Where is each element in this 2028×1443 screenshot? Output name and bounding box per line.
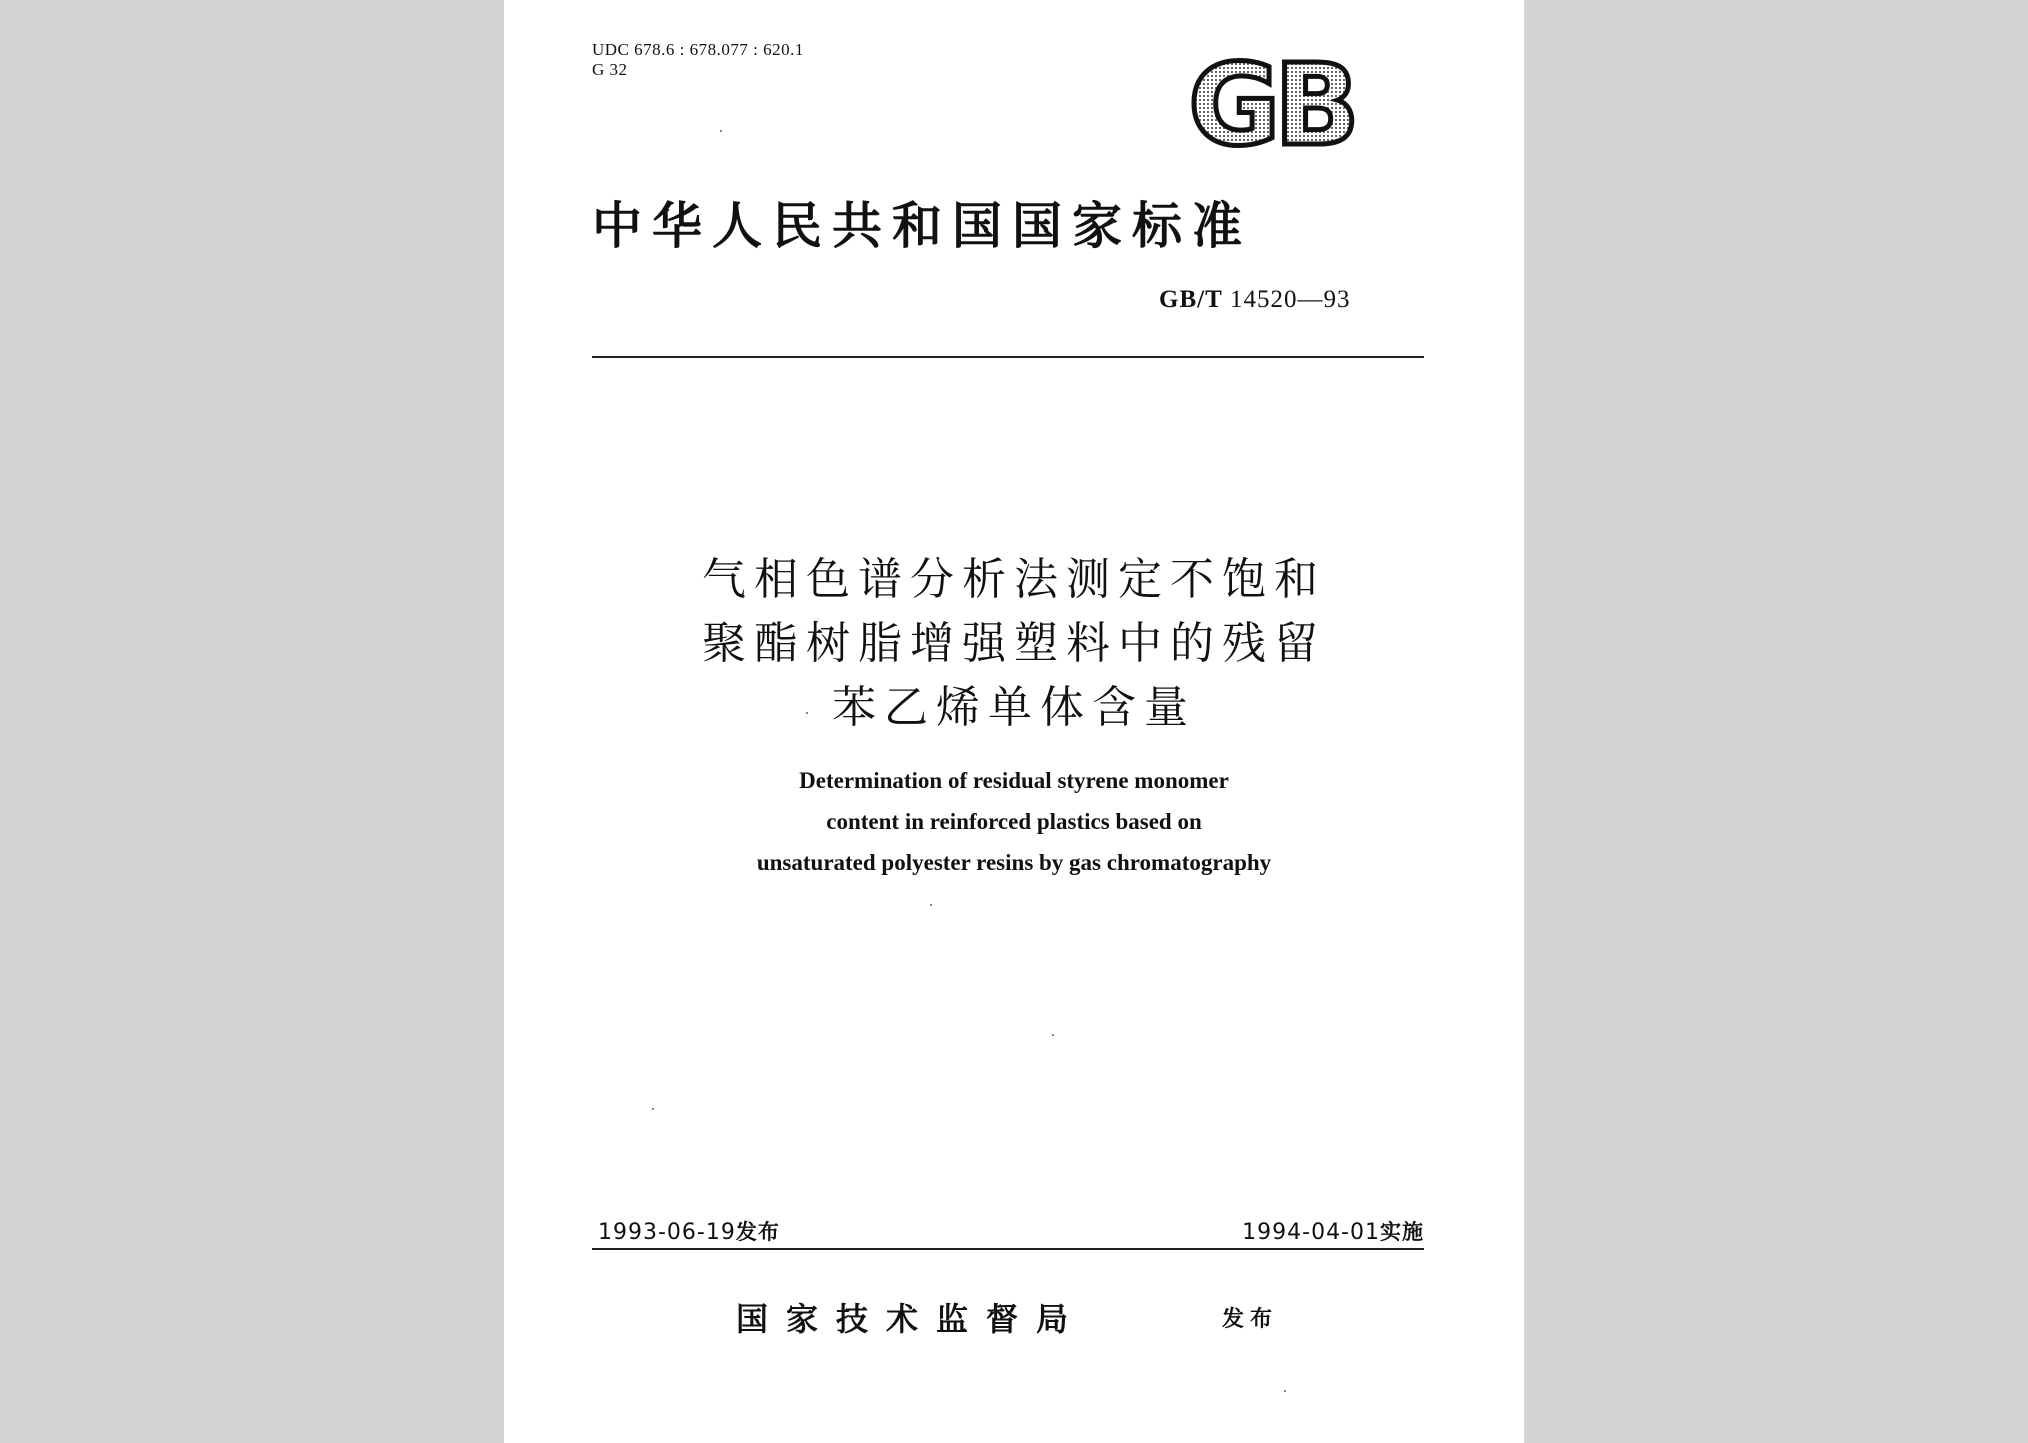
scan-speck [1284, 1390, 1286, 1392]
issued-date-block [598, 1216, 780, 1246]
english-title-line: Determination of residual styrene monomer [799, 768, 1229, 793]
scan-speck [1052, 1034, 1054, 1036]
issued-date: 1993-06-19 [598, 1220, 736, 1245]
header-divider [592, 356, 1424, 358]
effective-date-block [1242, 1216, 1424, 1246]
chinese-title-line: 苯乙烯单体含量 [832, 682, 1196, 733]
gb-logo-text: GB [1188, 54, 1354, 154]
english-title [504, 760, 1524, 883]
effective-label: 实施 [1380, 1220, 1424, 1244]
udc-code: UDC 678.6 : 678.077 : 620.1 [592, 40, 804, 59]
scan-speck [652, 1108, 654, 1110]
gb-logo [1178, 54, 1364, 154]
issued-label: 发布 [735, 1220, 780, 1244]
standard-number [1159, 286, 1351, 314]
scan-speck [720, 130, 722, 132]
chinese-title [504, 548, 1524, 740]
standard-prefix: GB/T [1159, 286, 1223, 313]
english-title-line: unsaturated polyester resins by gas chromatography [756, 850, 1272, 875]
issue-action: 发布 [1222, 1307, 1279, 1332]
standard-code: 14520—93 [1230, 286, 1351, 313]
scan-speck [930, 904, 932, 906]
classification-codes [592, 40, 804, 80]
document-page [504, 0, 1524, 1443]
class-code: G 32 [592, 60, 628, 79]
chinese-title-line: 气相色谱分析法测定不饱和 [702, 554, 1326, 605]
footer-divider [592, 1248, 1424, 1250]
scan-speck [806, 712, 808, 714]
issuing-authority: 国家技术监督局 [736, 1300, 1087, 1338]
chinese-title-line: 聚酯树脂增强塑料中的残留 [702, 618, 1326, 669]
effective-date: 1994-04-01 [1242, 1220, 1380, 1245]
national-standard-title: 中华人民共和国国家标准 [592, 197, 1252, 255]
english-title-line: content in reinforced plastics based on [826, 809, 1202, 834]
